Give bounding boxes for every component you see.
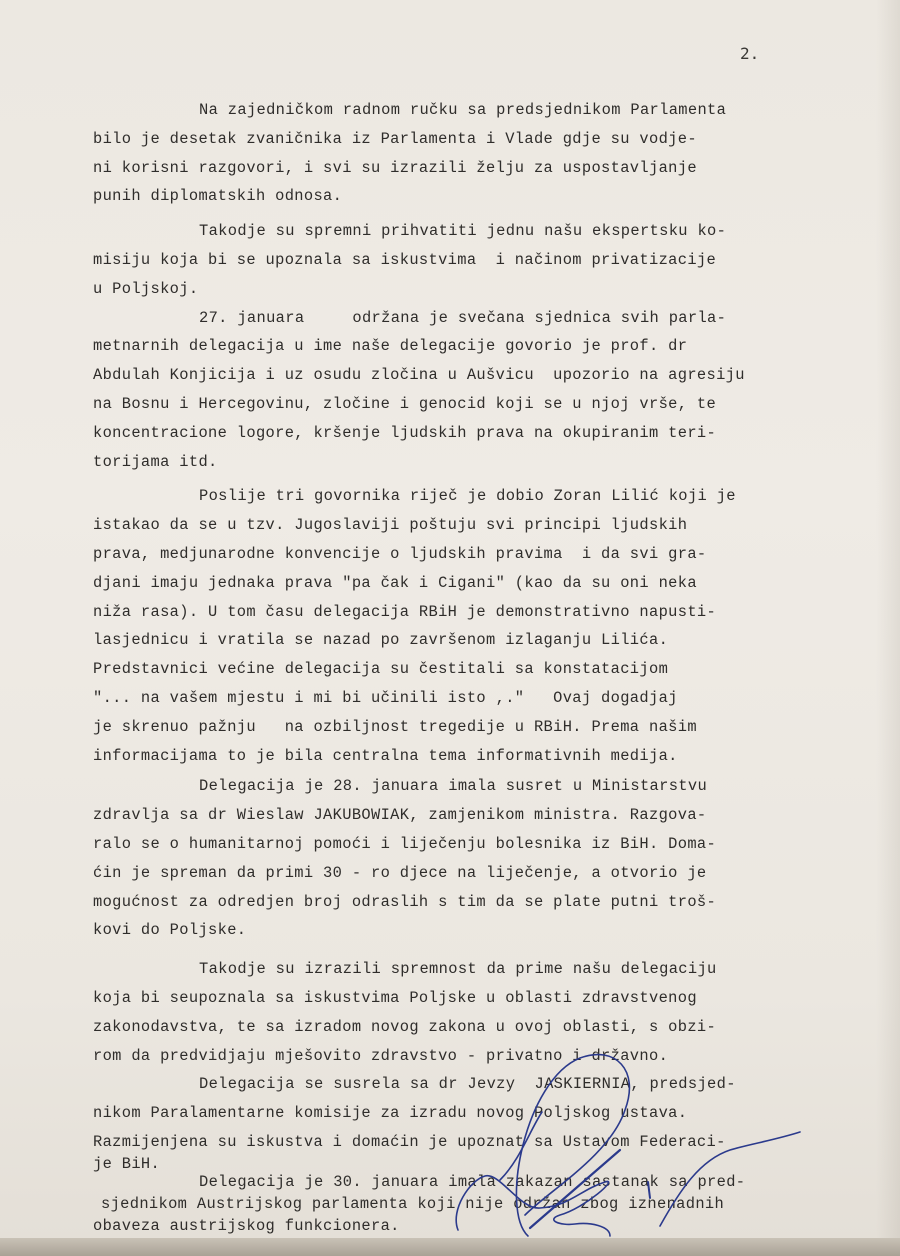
text-line: koncentracione logore, kršenje ljudskih prava na okupiranim teri- bbox=[93, 423, 717, 442]
text-line: misiju koja bi se upoznala sa iskustvima i načinom privatizacije bbox=[93, 250, 717, 269]
text-line: djani imaju jednaka prava "pa čak i Cigani" (kao da su oni neka bbox=[93, 573, 697, 592]
paragraph-constitution bbox=[93, 1070, 873, 1173]
text-line: Poslije tri govornika riječ je dobio Zoran Lilić koji je bbox=[199, 487, 736, 506]
text-line: Na zajedničkom radnom ručku sa predsjednikom Parlamenta bbox=[199, 101, 727, 119]
text-line: Delegacija je 28. januara imala susret u Ministarstvu bbox=[199, 777, 708, 796]
text-line: prava, medjunarodne konvencije o ljudskih pravima i da svi gra- bbox=[93, 544, 707, 563]
page-number: 2. bbox=[740, 44, 760, 63]
text-line: Razmijenjena su iskustva i domaćin je upoznat sa Ustavom Federaci- bbox=[93, 1132, 726, 1151]
paragraph-austria bbox=[93, 1171, 873, 1237]
text-line: je BiH. bbox=[93, 1154, 161, 1173]
text-line: Takodje su izrazili spremnost da prime našu delegaciju bbox=[199, 960, 717, 979]
text-line: ralo se o humanitarnoj pomoći i liječenju bolesnika iz BiH. Doma- bbox=[93, 834, 717, 853]
text-line: 27. januara održana je svečana sjednica svih parla- bbox=[199, 308, 727, 327]
text-line: niža rasa). U tom času delegacija RBiH je demonstrativno napusti- bbox=[93, 602, 717, 621]
text-line: na Bosnu i Hercegovinu, zločine i genocid koji se u njoj vrše, te bbox=[93, 394, 717, 413]
text-line: torijama itd. bbox=[93, 452, 218, 471]
text-line: Delegacija se susrela sa dr Jevzy JASKIERNIA, predsjed- bbox=[199, 1075, 736, 1094]
text-line: punih diplomatskih odnosa. bbox=[93, 187, 343, 206]
paragraph-health-legislation bbox=[93, 955, 873, 1070]
text-line: ćin je spreman da primi 30 - ro djece na liječenje, a otvorio je bbox=[93, 863, 707, 882]
text-line: zakonodavstva, te sa izradom novog zakona u ovoj oblasti, s obzi- bbox=[93, 1017, 717, 1036]
paragraph-privatization bbox=[93, 217, 873, 303]
text-line: lasjednicu i vratila se nazad po završenom izlaganju Lilića. bbox=[93, 631, 669, 650]
text-line: sjednikom Austrijskog parlamenta koji nije održan zbog iznenadnih bbox=[101, 1194, 725, 1213]
text-line: zdravlja sa dr Wieslaw JAKUBOWIAK, zamjenikom ministra. Razgova- bbox=[93, 806, 707, 825]
table-surface bbox=[0, 1238, 900, 1256]
text-line: metnarnih delegacija u ime naše delegacije govorio je prof. dr bbox=[93, 337, 688, 356]
paragraph-lunch bbox=[93, 96, 873, 211]
text-line: je skrenuo pažnju na ozbiljnost tregedije u RBiH. Prema našim bbox=[93, 717, 697, 736]
paragraph-lilic bbox=[93, 482, 873, 770]
text-line: Takodje su spremni prihvatiti jednu našu ekspertsku ko- bbox=[199, 222, 727, 241]
text-line: mogućnost za odredjen broj odraslih s tim da se plate putni troš- bbox=[93, 892, 717, 911]
paragraph-session bbox=[93, 304, 873, 477]
text-line: Delegacija je 30. januara imala zakazan sastanak sa pred- bbox=[199, 1172, 746, 1191]
paragraph-ministry-health bbox=[93, 772, 873, 945]
text-line: ni korisni razgovori, i svi su izrazili želju za uspostavljanje bbox=[93, 158, 697, 177]
text-line: "... na vašem mjestu i mi bi učinili isto ,." Ovaj dogadjaj bbox=[93, 688, 678, 707]
document-body bbox=[93, 96, 873, 1237]
text-line: informacijama to je bila centralna tema informativnih medija. bbox=[93, 746, 678, 765]
text-line: Predstavnici većine delegacija su čestitali sa konstatacijom bbox=[93, 660, 669, 679]
text-line: obaveza austrijskog funkcionera. bbox=[93, 1216, 400, 1235]
text-line: rom da predvidjaju mješovito zdravstvo - privatno i državno. bbox=[93, 1046, 669, 1065]
text-line: Abdulah Konjicija i uz osudu zločina u Aušvicu upozorio na agresiju bbox=[93, 366, 745, 385]
text-line: kovi do Poljske. bbox=[93, 921, 247, 940]
text-line: u Poljskoj. bbox=[93, 279, 199, 298]
text-line: koja bi seupoznala sa iskustvima Poljske u oblasti zdravstvenog bbox=[93, 988, 697, 1007]
text-line: bilo je desetak zvaničnika iz Parlamenta i Vlade gdje su vodje- bbox=[93, 129, 697, 148]
text-line: nikom Paralamentarne komisije za izradu novog Poljskog ustava. bbox=[93, 1104, 688, 1123]
text-line: istakao da se u tzv. Jugoslaviji poštuju svi principi ljudskih bbox=[93, 516, 688, 535]
